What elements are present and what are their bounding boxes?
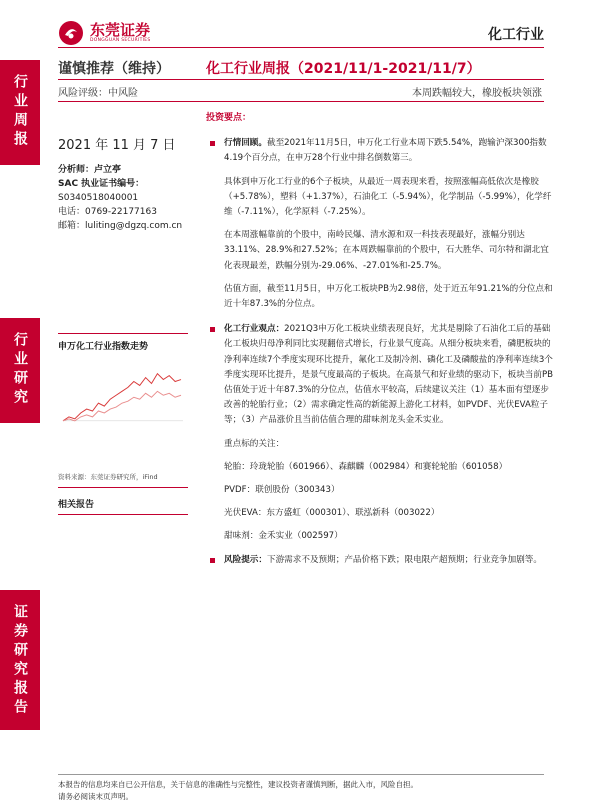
report-title: 化工行业周报（2021/11/1-2021/11/7） bbox=[206, 61, 481, 77]
industry-view-text: 2021Q3申万化工板块业绩表现良好，尤其是剔除了石油化工后的基础化工板块归母净利同比实现翻倍式增长，行业景气度高。从细分板块来看，磷肥板块的净利率连续7个季度实现环比提升，氟化工及制冷剂、磷化工及磷酸盐的净利率连续3个季度实现环比提升，是景气度最高的子板块。在高景气和好业绩的驱动下，板块当前PB估值处于近十年87.3%的分位点，估值水平较高，后续建议关注（1）基本面有望逐步改善的轮胎行业；（2）需求确定性高的新能源上游化工材料，如PVDF、光伏EVA粒子等；（3）产品涨价且当前估值合理的甜味剂龙头金禾实业。 bbox=[224, 324, 554, 426]
footer bbox=[58, 779, 558, 803]
side-tab-report-label: 证券研究报告 bbox=[12, 604, 28, 718]
market-review-label: 行情回顾。 bbox=[224, 138, 267, 149]
industry-label: 化工行业 bbox=[488, 27, 544, 43]
report-date: 2021 年 11 月 7 日 bbox=[58, 138, 176, 153]
chart-title: 申万化工行业指数走势 bbox=[58, 342, 149, 352]
footer-note: 请务必阅读末页声明。 bbox=[58, 792, 133, 801]
sweetener-targets: 甜味剂：金禾实业（002597） bbox=[224, 531, 343, 542]
side-tab-research-label: 行业研究 bbox=[12, 332, 28, 408]
subtitle-divider bbox=[58, 101, 544, 102]
analyst-info bbox=[58, 163, 198, 233]
sac-number: S0340518040001 bbox=[58, 193, 139, 203]
analyst-email: 邮箱：luliting@dgzq.com.cn bbox=[58, 221, 183, 231]
analyst-name: 分析师：卢立亭 bbox=[58, 165, 122, 175]
side-tab-report bbox=[0, 590, 40, 730]
chart-source: 资料来源：东莞证券研究所，iFind bbox=[58, 473, 158, 481]
title-divider bbox=[58, 79, 544, 80]
pvdf-targets: PVDF：联创股份（300343） bbox=[224, 485, 340, 496]
related-divider bbox=[58, 487, 188, 488]
key-points-heading: 投资要点： bbox=[206, 113, 252, 123]
side-tab-weekly-label: 行业周报 bbox=[12, 74, 28, 150]
market-review bbox=[206, 136, 556, 166]
related-bottom-divider bbox=[58, 514, 188, 515]
risk-warning bbox=[206, 553, 556, 568]
side-tab-research bbox=[0, 318, 40, 423]
focus-targets-heading: 重点标的关注： bbox=[224, 438, 285, 449]
rating: 谨慎推荐（维持） bbox=[58, 61, 170, 77]
industry-view-label: 化工行业观点： bbox=[224, 324, 285, 335]
eva-targets: 光伏EVA：东方盛虹（000301）、联泓新科（003022） bbox=[224, 508, 440, 519]
sac-label: SAC 执业证书编号： bbox=[58, 179, 145, 189]
footer-disclaimer: 本报告的信息均来自已公开信息，关于信息的准确性与完整性，建议投资者谨慎判断，据此入市，风险自担。 bbox=[58, 780, 418, 789]
valuation-paragraph: 估值方面，截至11月5日，申万化工板块PB为2.98倍，处于近五年91.21%的分位点和近十年87.3%的分位点。 bbox=[224, 283, 553, 310]
header-divider bbox=[58, 47, 544, 48]
footer-divider bbox=[58, 774, 544, 775]
risk-warning-text: 下游需求不及预期；产品价格下跌；限电限产超预期；行业竞争加剧等。 bbox=[266, 554, 542, 565]
subsector-paragraph: 具体到申万化工行业的6个子板块，从最近一周表现来看，按照涨幅高低依次是橡胶（+5.78%），塑料（+1.37%），石油化工（-5.94%），化学制品（-5.99%），化学纤维（-7.11%），化学原料（-7.25%）。 bbox=[224, 176, 552, 218]
report-subtitle: 本周跌幅较大，橡胶板块领涨 bbox=[412, 88, 542, 99]
industry-view bbox=[206, 322, 556, 428]
analyst-phone: 电话：0769-22177163 bbox=[58, 207, 157, 217]
brand-name-en: DONGGUAN SECURITIES bbox=[90, 38, 151, 43]
risk-warning-label: 风险提示： bbox=[224, 554, 267, 565]
chart-top-divider bbox=[58, 333, 188, 334]
market-review-text: 截至2021年11月5日，申万化工行业本周下跌5.54%，跑输沪深300指数4.19个百分点，在申万28个行业中排名倒数第三。 bbox=[224, 138, 547, 164]
related-reports-label: 相关报告 bbox=[58, 500, 95, 510]
index-chart bbox=[58, 352, 188, 470]
report-body bbox=[206, 111, 556, 568]
tire-targets: 轮胎：玲珑轮胎（601966）、森麒麟（002984）和赛轮轮胎（601058） bbox=[224, 461, 508, 472]
stocks-paragraph: 在本周涨幅靠前的个股中，南岭民爆、清水源和双一科技表现最好，涨幅分别达33.11%、28.9%和27.52%；在本周跌幅靠前的个股中，石大胜华、司尔特和湖北宜化表现最差，跌幅分别为-29.06%、-27.01%和-25.7%。 bbox=[224, 230, 549, 271]
brand-name: 东莞证券 bbox=[90, 21, 151, 39]
brand-mark-icon bbox=[58, 20, 84, 46]
side-tab-weekly bbox=[0, 60, 40, 165]
risk-level: 风险评级：中风险 bbox=[58, 88, 138, 99]
brand-logo bbox=[58, 20, 151, 46]
